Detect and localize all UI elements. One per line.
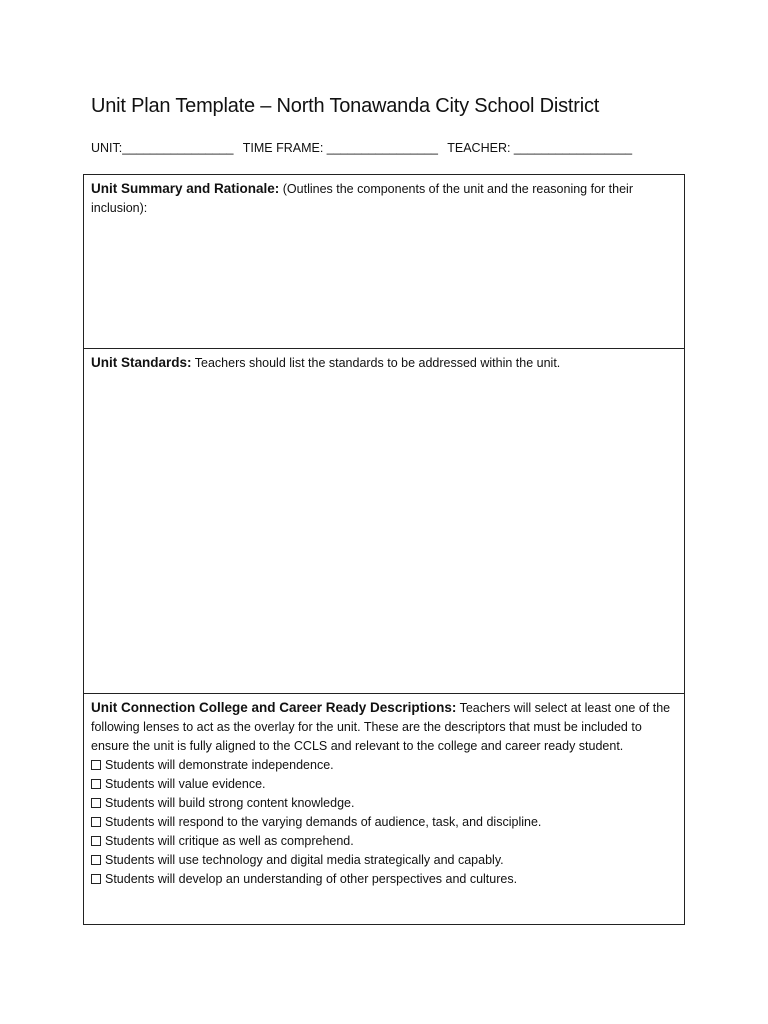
unit-summary-section[interactable]: [83, 174, 685, 349]
checkbox[interactable]: [91, 836, 101, 846]
checkbox[interactable]: [91, 874, 101, 884]
section-description: Teachers should list the standards to be addressed within the unit.: [191, 356, 561, 370]
lens-checklist: [91, 756, 676, 889]
teacher-field[interactable]: TEACHER: _________________: [447, 141, 633, 155]
checklist-item[interactable]: Students will use technology and digital media strategically and capably.: [91, 851, 676, 870]
unit-standards-section[interactable]: [83, 348, 685, 694]
checkbox[interactable]: [91, 779, 101, 789]
checklist-item[interactable]: Students will build strong content knowledge.: [91, 794, 676, 813]
page-title: Unit Plan Template – North Tonawanda City School District: [91, 95, 600, 117]
checkbox[interactable]: [91, 817, 101, 827]
checkbox[interactable]: [91, 855, 101, 865]
checklist-item[interactable]: Students will demonstrate independence.: [91, 756, 676, 775]
header-fields: [91, 141, 638, 155]
section-heading: Unit Standards:: [91, 355, 192, 370]
checklist-item[interactable]: Students will respond to the varying demands of audience, task, and discipline.: [91, 813, 676, 832]
section-description: (Outlines the components of the unit and the reasoning for their inclusion):: [91, 182, 633, 215]
checklist-item[interactable]: Students will value evidence.: [91, 775, 676, 794]
unit-field[interactable]: UNIT:________________: [91, 141, 234, 155]
section-description: Teachers will select at least one of the following lenses to act as the overlay for the unit. These are the descriptors that must be included to ensure the unit is fully aligned to the CCLS and relevant to the college and career ready student.: [91, 701, 671, 753]
checklist-item[interactable]: Students will develop an understanding of other perspectives and cultures.: [91, 870, 676, 889]
college-career-ready-section: [83, 693, 685, 925]
checkbox[interactable]: [91, 798, 101, 808]
checklist-item[interactable]: Students will critique as well as comprehend.: [91, 832, 676, 851]
checkbox[interactable]: [91, 760, 101, 770]
time-frame-field[interactable]: TIME FRAME: ________________: [242, 141, 438, 155]
section-heading: Unit Summary and Rationale:: [91, 181, 280, 196]
section-heading: Unit Connection College and Career Ready Descriptions:: [91, 700, 457, 715]
